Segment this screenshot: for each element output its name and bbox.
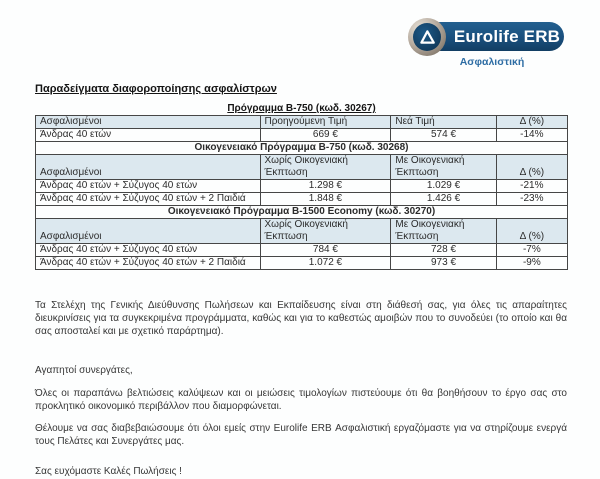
table-header-row xyxy=(36,155,568,180)
logo-brand-text: Eurolife ERB xyxy=(453,26,561,46)
column-header: Με Οικογενιακή Έκπτωση xyxy=(391,219,496,244)
price-cell: 973 € xyxy=(391,257,496,270)
column-header: Ασφαλισμένοι xyxy=(36,155,261,180)
table-row xyxy=(36,244,568,257)
delta-cell: -21% xyxy=(496,180,567,193)
table-section-title-1: Πρόγραμμα Β-750 (κωδ. 30267) xyxy=(227,103,376,114)
logo-subtitle: Ασφαλιστική xyxy=(459,56,525,68)
table-section-row xyxy=(36,142,568,155)
price-cell: 669 € xyxy=(260,129,391,142)
price-cell: 728 € xyxy=(391,244,496,257)
logo-pill xyxy=(426,22,564,51)
column-header: Δ (%) xyxy=(496,155,567,180)
price-cell: 1.029 € xyxy=(391,180,496,193)
column-header: Χωρίς Οικογενιακή Έκπτωση xyxy=(260,155,391,180)
pricing-tables xyxy=(35,103,568,270)
delta-triangle-icon xyxy=(408,18,446,56)
price-cell: 1.298 € xyxy=(260,180,391,193)
insured-cell: Άνδρας 40 ετών xyxy=(36,129,261,142)
paragraph-body-2: Θέλουμε να σας διαβεβαιώσουμε ότι όλοι εμείς στην Eurolife ERB Ασφαλιστική εργαζόμαστε για να στηρίζουμε ενεργά τους Πελάτες και Συνεργάτες μας. xyxy=(35,423,567,447)
paragraph-body-1: Όλες οι παραπάνω βελτιώσεις καλύψεων και οι μειώσεις τιμολογίων πιστεύουμε ότι θα βοηθήσουν το έργο σας στο προκλητικό οικονομικό περιβάλλον που διαμορφώνεται. xyxy=(35,388,567,412)
insured-cell: Άνδρας 40 ετών + Σύζυγος 40 ετών xyxy=(36,180,261,193)
delta-cell: -14% xyxy=(496,129,567,142)
table-row xyxy=(36,193,568,206)
paragraph-closing: Σας ευχόμαστε Καλές Πωλήσεις ! xyxy=(35,466,182,477)
insured-cell: Άνδρας 40 ετών + Σύζυγος 40 ετών + 2 Παιδιά xyxy=(36,193,261,206)
column-header: Χωρίς Οικογενιακή Έκπτωση xyxy=(260,219,391,244)
column-header: Ασφαλισμένοι xyxy=(36,116,261,129)
eurolife-logo xyxy=(408,18,564,72)
insured-cell: Άνδρας 40 ετών + Σύζυγος 40 ετών xyxy=(36,244,261,257)
price-cell: 574 € xyxy=(391,129,496,142)
table-row xyxy=(36,180,568,193)
pricing-table xyxy=(35,115,568,270)
table-section-row xyxy=(36,206,568,219)
price-cell: 1.072 € xyxy=(260,257,391,270)
delta-triangle-inner xyxy=(413,23,441,51)
page-title: Παραδείγματα διαφοροποίησης ασφαλίστρων xyxy=(35,83,277,95)
column-header: Δ (%) xyxy=(496,219,567,244)
delta-cell: -23% xyxy=(496,193,567,206)
letter-body xyxy=(35,299,567,478)
price-cell: 1.426 € xyxy=(391,193,496,206)
table-row xyxy=(36,257,568,270)
paragraph-salutation: Αγαπητοί συνεργάτες, xyxy=(35,365,133,376)
table-header-row xyxy=(36,116,568,129)
column-header: Νεά Τιμή xyxy=(391,116,496,129)
table-row xyxy=(36,129,568,142)
delta-cell: -7% xyxy=(496,244,567,257)
column-header: Δ (%) xyxy=(496,116,567,129)
table-section-title-3: Οικογενειακό Πρόγραμμα Β-1500 Economy (κωδ. 30270) xyxy=(36,206,568,219)
price-cell: 784 € xyxy=(260,244,391,257)
price-cell: 1.848 € xyxy=(260,193,391,206)
column-header: Ασφαλισμένοι xyxy=(36,219,261,244)
table-header-row xyxy=(36,219,568,244)
column-header: Με Οικογενιακή Έκπτωση xyxy=(391,155,496,180)
insured-cell: Άνδρας 40 ετών + Σύζυγος 40 ετών + 2 Παιδιά xyxy=(36,257,261,270)
delta-cell: -9% xyxy=(496,257,567,270)
column-header: Προηγούμενη Τιμή xyxy=(260,116,391,129)
table-section-title-2: Οικογενειακό Πρόγραμμα Β-750 (κωδ. 30268) xyxy=(36,142,568,155)
paragraph-info: Τα Στελέχη της Γενικής Διεύθυνσης Πωλήσεων και Εκπαίδευσης είναι στη διάθεσή σας, για όλες τις απαραίτητες διευκρινίσεις για τα συγκεκριμένα προγράμματα, καθώς και για το καθεστώς αμοιβών που το συνοδεύει (το οποίο και θα σας αποσταλεί και με σχετικό παράρτημα). xyxy=(35,300,567,337)
